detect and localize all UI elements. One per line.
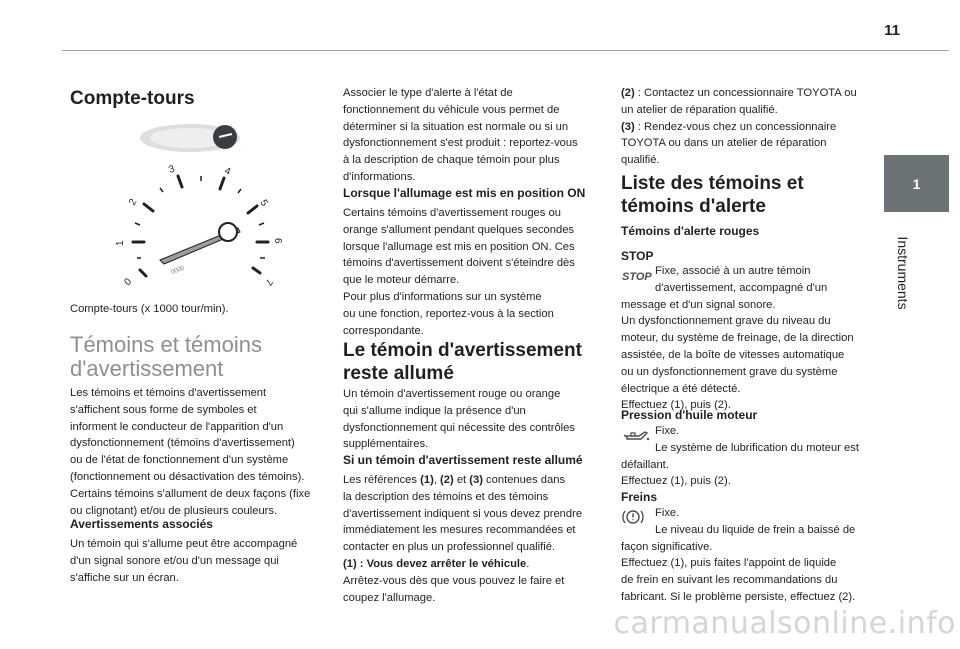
step-2-label: (2) <box>621 87 635 99</box>
oil-pressure-title: Pression d'huile moteur <box>621 408 758 422</box>
tick-7 <box>253 268 260 273</box>
text-line: la description des témoins et des témoins <box>343 490 549 503</box>
text-line: message et d'un signal sonore. <box>621 298 776 311</box>
brake-arc-left <box>623 511 625 523</box>
steps-2-3 <box>621 85 857 169</box>
step-3-label: (3) <box>621 120 635 133</box>
text-line: témoins d'avertissement doivent s'éteindre dès <box>343 257 575 270</box>
oil-can-body <box>627 432 647 439</box>
text-line: d'avertissement indiquent si vous devez prendre <box>343 507 583 520</box>
text-line: à la description de chaque témoin pour plus <box>343 154 560 167</box>
gauge-highlight-icon <box>213 125 237 149</box>
text-line: Fixe. <box>655 425 680 437</box>
text-line: façon significative. <box>621 540 713 553</box>
page-number: 11 <box>884 22 900 39</box>
text-line: correspondante. <box>343 324 424 337</box>
remains-lit-text <box>343 472 582 606</box>
text-span: contenues dans <box>482 474 566 486</box>
minor-tick-2 <box>135 223 140 225</box>
text-line: Effectuez (1), puis (2). <box>621 399 731 412</box>
red-warnings-title: Témoins d'alerte rouges <box>621 224 760 238</box>
text-line: orange s'allument pendant quelques secondes <box>343 223 575 236</box>
text-line: fonctionnement du véhicule vous permet de <box>343 103 560 116</box>
ignition-on-text <box>343 205 575 339</box>
text-span: et <box>453 474 470 486</box>
tick-label-5: 5 <box>257 198 270 209</box>
text-line: Les témoins et témoins d'avertissement <box>70 387 267 399</box>
minor-tick-6 <box>259 223 264 225</box>
tachometer-title: Compte-tours <box>70 88 195 109</box>
tick-5 <box>248 206 257 213</box>
chapter-label <box>893 218 913 328</box>
brakes-title: Freins <box>621 490 658 504</box>
needle-hub <box>219 223 237 241</box>
ignition-on-title: Lorsque l'allumage est mis en position ON <box>343 186 586 200</box>
text-line: Associer le type d'alerte à l'état de <box>343 87 513 99</box>
minor-tick-5 <box>238 189 241 193</box>
oil-can-spout <box>624 435 627 437</box>
text-line: Fixe, associé à un autre témoin <box>655 265 811 277</box>
text-line: ou de l'état de fonctionnement d'un système <box>70 454 289 467</box>
text-line: qui s'allume indique la présence d'un <box>343 404 526 417</box>
text-line: Un témoin qui s'allume peut être accompagné <box>70 538 298 550</box>
tick-label-1: 1 <box>115 240 126 246</box>
intro-paragraph <box>70 385 310 519</box>
tachometer-illustration <box>115 118 290 298</box>
watermark: carmanualsonline.info <box>613 606 956 641</box>
oil-pressure-block <box>621 423 873 490</box>
text-line: de frein en suivant les recommandations du <box>621 574 838 587</box>
text-span: : Rendez-vous chez un concessionnaire <box>634 120 837 133</box>
text-line: Le niveau du liquide de frein a baissé de <box>655 523 856 536</box>
text-line: lorsque l'allumage est mis en position ON. Ces <box>343 240 575 253</box>
text-line: électrique a été détecté. <box>621 382 741 395</box>
text-line: déterminer si la situation est normale ou si un <box>343 120 569 133</box>
text-line: immédiatement les mesures recommandées et <box>343 524 576 537</box>
text-line: contacter en plus un professionnel qualifié. <box>343 541 556 554</box>
text-span: Les références <box>343 474 421 486</box>
tick-2 <box>144 204 153 211</box>
stop-icon-text: STOP <box>622 271 652 283</box>
alert-type-paragraph <box>343 85 578 186</box>
text-line: fabricant. Si le problème persiste, effectuez (2). <box>621 590 856 603</box>
tick-label-6: 6 <box>272 238 283 244</box>
oil-can-icon <box>621 424 651 446</box>
text-line: TOYOTA ou dans un atelier de réparation <box>621 137 827 150</box>
tick-label-3: 3 <box>167 163 177 176</box>
text-line: dysfonctionnement (témoins d'avertissement) <box>70 437 295 450</box>
ref-3: (3) <box>469 474 483 486</box>
text-line: Un témoin d'avertissement rouge ou orange <box>343 388 561 400</box>
list-title-line2: témoins d'alerte <box>621 196 766 217</box>
references-line <box>343 472 582 489</box>
tick-label-0: 0 <box>122 276 135 289</box>
text-line: Pour plus d'informations sur un système <box>343 290 542 303</box>
brakes-block <box>621 505 873 606</box>
text-line: ou une fonction, reportez-vous à la section <box>343 307 554 320</box>
tick-0 <box>140 270 146 276</box>
step-1-text: : Vous devez arrêter le véhicule <box>356 557 527 570</box>
text-line: (fonctionnement ou désactivation des témoins). <box>70 470 305 483</box>
stop-warning-icon <box>621 264 651 286</box>
text-line: ou un dysfonctionnement grave du système <box>621 365 838 378</box>
stop-block <box>621 263 873 414</box>
lit-title-line1: Le témoin d'avertissement <box>343 340 582 361</box>
text-line: supplémentaires. <box>343 438 429 451</box>
header-rule <box>62 50 949 51</box>
tick-label-2: 2 <box>127 197 140 208</box>
text-line: Arrêtez-vous dès que vous pouvez le faire et <box>343 574 565 587</box>
text-line: que le moteur démarre. <box>343 274 460 287</box>
list-title-line1: Liste des témoins et <box>621 173 804 194</box>
text-span: : Contactez un concessionnaire TOYOTA ou <box>634 87 857 99</box>
text-line: moteur, du système de freinage, de la direction <box>621 332 854 345</box>
section-title-line2: d'avertissement <box>70 356 224 381</box>
text-line: Certains témoins s'allument de deux façons (fixe <box>70 487 311 500</box>
text-line: d'informations. <box>343 170 416 183</box>
text-line: qualifié. <box>621 154 660 167</box>
step-1-line <box>343 556 582 573</box>
text-line: Certains témoins d'avertissement rouges ou <box>343 207 561 219</box>
text-span: . <box>526 557 530 570</box>
text-line: Effectuez (1), puis (2). <box>621 475 731 488</box>
lit-text <box>343 386 575 453</box>
text-line: informent le conducteur de l'apparition d'un <box>70 420 284 433</box>
ref-1: (1) <box>420 474 434 486</box>
text-line: ou clignotant) et/ou de plusieurs couleurs. <box>70 504 278 517</box>
gauge-odometer: 0000 <box>170 265 186 276</box>
gauge-major-ticks <box>133 176 268 276</box>
associated-warnings-text <box>70 536 297 586</box>
text-line: coupez l'allumage. <box>343 591 436 604</box>
text-line: Effectuez (1), puis faites l'appoint de liquide <box>621 557 837 570</box>
text-line: Le système de lubrification du moteur est <box>655 441 859 454</box>
text-line: défaillant. <box>621 458 669 471</box>
step-2-line <box>621 85 857 102</box>
text-span: , <box>433 474 441 486</box>
tick-4 <box>220 178 224 189</box>
text-line: un atelier de réparation qualifié. <box>621 103 778 116</box>
minor-tick-3 <box>160 188 163 192</box>
tachometer-caption: Compte-tours (x 1000 tour/min). <box>70 303 229 315</box>
associated-warnings-title: Avertissements associés <box>70 517 213 531</box>
lit-title-line2: reste allumé <box>343 363 454 384</box>
text-line: d'un signal sonore et/ou d'un message qui <box>70 554 279 567</box>
text-line: Fixe. <box>655 507 680 519</box>
section-title-line1: Témoins et témoins <box>70 332 262 357</box>
text-line: s'affichent sous forme de symboles et <box>70 403 257 416</box>
text-line: assistée, de la boîte de vitesses automatique <box>621 348 845 361</box>
ref-2: (2) <box>440 474 454 486</box>
gauge-needle <box>160 223 240 264</box>
remains-lit-title: Si un témoin d'avertissement reste allumé <box>343 453 583 467</box>
text-line: s'affiche sur un écran. <box>70 571 179 584</box>
brake-arc-right <box>641 511 643 523</box>
text-line: dysfonctionnement qui nécessite des contrôles <box>343 421 575 434</box>
tick-3 <box>178 176 182 187</box>
step-1-label: (1) <box>343 557 357 570</box>
stop-title: STOP <box>621 249 654 263</box>
text-line: dysfonctionnement s'est produit : reportez-vous <box>343 137 578 150</box>
tick-label-4: 4 <box>222 165 232 178</box>
step-3-line <box>621 119 857 136</box>
chapter-label-text: Instruments <box>895 236 911 310</box>
brake-warning-icon <box>621 506 651 528</box>
gauge-header-icons <box>140 124 240 152</box>
text-line: Un dysfonctionnement grave du niveau du <box>621 315 831 328</box>
oil-drop <box>647 438 649 440</box>
tick-label-7: 7 <box>262 276 275 288</box>
chapter-tab[interactable]: 1 <box>884 155 949 212</box>
text-line: d'avertissement, accompagné d'un <box>655 281 828 294</box>
